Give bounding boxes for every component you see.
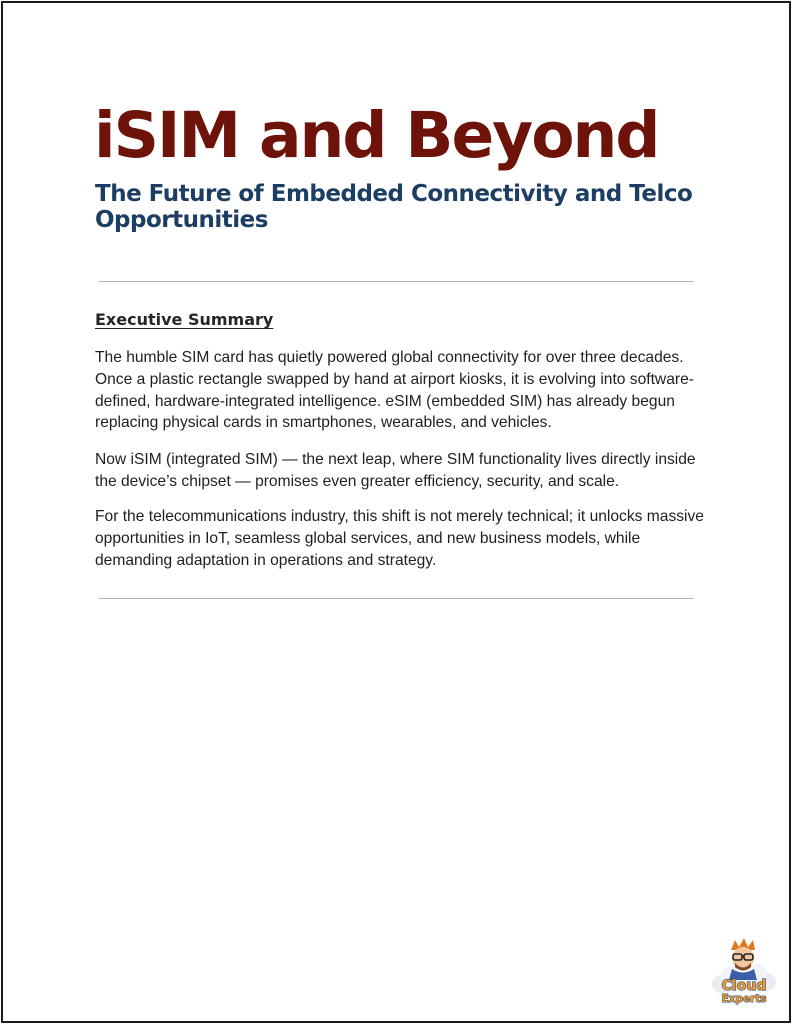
divider-bottom <box>99 598 694 599</box>
document-title: iSIM and Beyond <box>94 99 659 172</box>
logo-wordmark-line1: Cloud <box>721 978 767 994</box>
document-subtitle: The Future of Embedded Connectivity and Telco Opportunities <box>95 181 693 233</box>
mascot-icon <box>729 938 757 980</box>
paragraph-1: The humble SIM card has quietly powered global connectivity for over three decades. Once a plastic rectangle swapped by hand at airport kiosks, it is evolving into software-defined, hardware-integrated intelligence. eSIM (embedded SIM) has already begun replacing physical cards in smartphones, wearables, and vehicles. <box>95 349 694 432</box>
paragraph-2: Now iSIM (integrated SIM) — the next leap, where SIM functionality lives directly inside the device’s chipset — promises even greater efficiency, security, and scale. <box>95 451 696 490</box>
cloud-experts-logo <box>711 936 777 1006</box>
logo-wordmark-line2: Experts <box>721 993 767 1005</box>
divider-top <box>99 281 694 282</box>
section-heading: Executive Summary <box>95 310 274 329</box>
paragraph-3: For the telecommunications industry, this shift is not merely technical; it unlocks massive opportunities in IoT, seamless global services, and new business models, while demanding adaptation in operations and strategy. <box>95 508 704 569</box>
